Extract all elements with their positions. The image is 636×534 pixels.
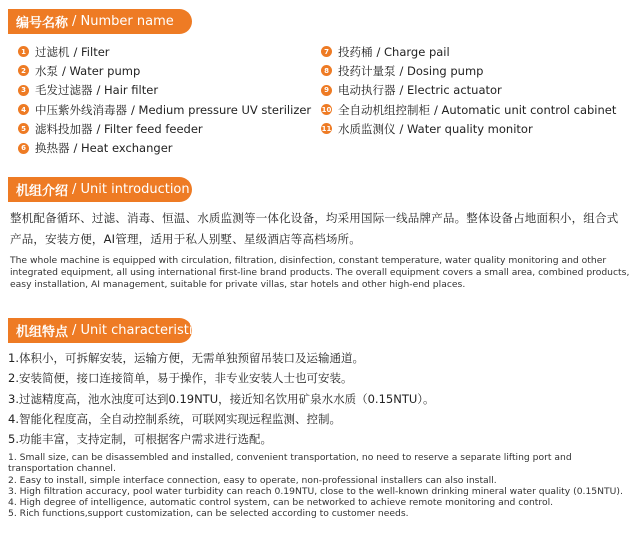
part-number-badge: 1 — [18, 46, 29, 57]
section-title-en: / Unit characteristics — [72, 323, 207, 338]
part-name-zh: 水泵 — [35, 63, 58, 78]
part-item — [321, 61, 616, 80]
section-title-en: / Unit introduction — [72, 182, 190, 197]
part-item — [18, 61, 311, 80]
part-number-badge: 2 — [18, 65, 29, 76]
section-header-number-name — [8, 9, 192, 34]
part-name-zh: 水质监测仪 — [338, 121, 396, 136]
part-item — [18, 42, 311, 61]
part-name-en: / Charge pail — [376, 44, 450, 59]
part-number-badge: 3 — [18, 85, 29, 96]
part-name-en: / Hair filter — [96, 83, 159, 98]
part-item — [321, 81, 616, 100]
section-title-zh: 机组介绍 — [16, 184, 69, 199]
part-name-en: / Heat exchanger — [73, 141, 173, 156]
part-number-badge: 8 — [321, 65, 332, 76]
part-name-en: / Medium pressure UV sterilizer — [131, 102, 312, 117]
part-number-badge: 5 — [18, 123, 29, 134]
parts-column-right — [321, 42, 616, 138]
part-name-zh: 滤料投加器 — [35, 121, 93, 136]
part-name-zh: 全自动机组控制柜 — [338, 102, 430, 117]
characteristic-item: 5. Rich functions,support customization, can be selected according to customer needs. — [8, 508, 409, 520]
part-number-badge: 11 — [321, 124, 332, 133]
part-item — [18, 119, 311, 138]
characteristic-item: 4. High degree of intelligence, automatic control system, can be networked to achieve remote monitoring and control. — [8, 497, 554, 509]
part-name-en: / Dosing pump — [399, 63, 484, 78]
part-name-zh: 投药计量泵 — [338, 63, 396, 78]
part-name-en: / Automatic unit control cabinet — [434, 102, 617, 117]
part-name-en: / Water pump — [62, 63, 141, 78]
characteristic-item: 3. High filtration accuracy, pool water turbidity can reach 0.19NTU, close to the well-known drinking mineral water quality (0.15NTU). — [8, 485, 623, 497]
section-header-unit-introduction — [8, 177, 192, 202]
characteristics-list-en — [8, 452, 632, 520]
characteristic-item: 1.体积小，可拆解安装，运输方便，无需单独预留吊装口及运输通道。 — [8, 351, 364, 365]
section-title-zh: 编号名称 — [16, 16, 69, 31]
section-title-zh: 机组特点 — [16, 325, 69, 340]
characteristic-item: 1. Small size, can be disassembled and installed, convenient transportation, no need to reserve a separate lifting port and transportation channel. — [8, 452, 572, 475]
part-number-badge: 7 — [321, 46, 332, 57]
part-number-badge: 10 — [321, 105, 332, 114]
characteristic-item: 4.智能化程度高，全自动控制系统，可联网实现远程监测、控制。 — [8, 411, 341, 426]
characteristic-item: 2.安装简便，接口连接简单，易于操作，非专业安装人士也可安装。 — [8, 371, 353, 386]
characteristics-list-zh — [8, 348, 628, 449]
part-name-en: / Water quality monitor — [399, 121, 533, 136]
part-name-zh: 换热器 — [35, 141, 70, 156]
part-item — [18, 100, 311, 119]
part-item — [321, 119, 616, 138]
part-name-zh: 电动执行器 — [338, 83, 396, 98]
characteristic-item: 3.过滤精度高，池水浊度可达到0.19NTU，接近知名饮用矿泉水水质（0.15NTU）。 — [8, 391, 435, 406]
part-name-zh: 过滤机 — [35, 44, 70, 59]
characteristic-item: 2. Easy to install, simple interface connection, easy to operate, non-professional installers can also install. — [8, 474, 497, 486]
part-item — [18, 81, 311, 100]
part-item — [321, 42, 616, 61]
part-name-zh: 中压紫外线消毒器 — [35, 102, 127, 117]
intro-paragraph-en: The whole machine is equipped with circulation, filtration, disinfection, constant temperature, water quality monitoring and other integrated equipment, all using international first-line brand products. The overall equipment covers a small area, combined products, easy installation, AI management, suitable for private villas, star hotels and other high-end places. — [10, 255, 630, 290]
part-number-badge: 6 — [18, 143, 29, 154]
part-name-en: / Filter — [73, 44, 110, 59]
part-item — [18, 138, 311, 157]
section-header-unit-characteristics — [8, 318, 207, 343]
intro-paragraph-zh: 整机配备循环、过滤、消毒、恒温、水质监测等一体化设备，均采用国际一线品牌产品。整体设备占地面积小，组合式产品，安装方便，AI管理，适用于私人别墅、星级酒店等高档场所。 — [10, 211, 619, 246]
parts-column-left — [18, 42, 311, 158]
part-name-zh: 毛发过滤器 — [35, 83, 93, 98]
characteristic-item: 5.功能丰富，支持定制，可根据客户需求进行选配。 — [8, 432, 272, 447]
part-number-badge: 9 — [321, 85, 332, 96]
part-number-badge: 4 — [18, 104, 29, 115]
part-item — [321, 100, 616, 119]
part-name-zh: 投药桶 — [338, 44, 373, 59]
section-title-en: / Number name — [72, 14, 174, 29]
part-name-en: / Electric actuator — [399, 83, 502, 98]
part-name-en: / Filter feed feeder — [96, 121, 203, 136]
